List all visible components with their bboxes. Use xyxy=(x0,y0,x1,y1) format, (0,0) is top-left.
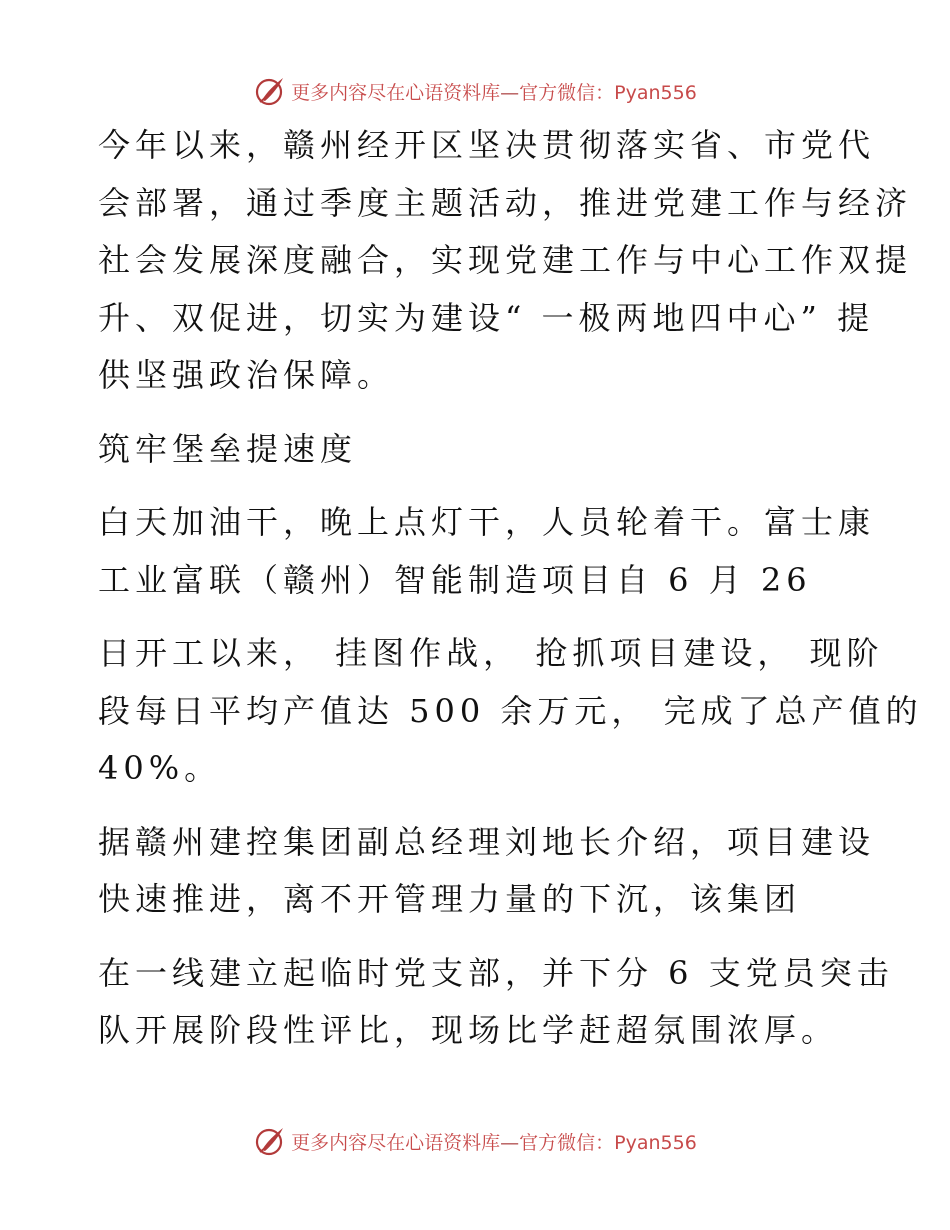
text-line: 会部署，通过季度主题活动，推进党建工作与经济 xyxy=(98,183,913,222)
text-line: 筑牢堡垒提速度 xyxy=(98,429,358,468)
section-heading xyxy=(98,421,858,479)
text-line: 社会发展深度融合，实现党建工作与中心工作双提 xyxy=(98,241,913,279)
text-line: 日开工以来， 挂图作战， 抢抓项目建设， 现阶 xyxy=(98,634,884,672)
text-line: 队开展阶段性评比，现场比学赶超氛围浓厚。 xyxy=(98,1011,839,1049)
text-line: 快速推进，离不开管理力量的下沉，该集团 xyxy=(98,880,802,918)
footer-banner xyxy=(0,1121,950,1161)
document-body xyxy=(98,117,923,1060)
banner-text: 更多内容尽在心语资料库—官方微信：Pyan556 xyxy=(291,81,697,104)
text-line: 今年以来，赣州经开区坚决贯彻落实省、市党代 xyxy=(98,126,876,164)
paragraph xyxy=(98,494,876,609)
text-line: 供坚强政治保障。 xyxy=(98,356,395,394)
text-line: 据赣州建控集团副总经理刘地长介绍，项目建设 xyxy=(98,822,876,861)
paragraph xyxy=(98,625,923,798)
text-line: 工业富联（赣州）智能制造项目自 6 月 26 xyxy=(98,560,812,599)
text-line: 段每日平均产值达 500 余万元， 完成了总产值的 xyxy=(98,691,923,730)
paragraph xyxy=(98,814,876,929)
header-banner xyxy=(0,71,950,111)
paragraph xyxy=(98,945,894,1060)
text-line: 升、双促进，切实为建设“ 一极两地四中心” 提 xyxy=(98,298,875,337)
quill-seal-icon xyxy=(253,1124,287,1158)
text-line: 在一线建立起临时党支部，并下分 6 支党员突击 xyxy=(98,953,894,992)
quill-seal-icon xyxy=(253,74,287,108)
text-line: 40%。 xyxy=(98,749,222,787)
banner-text: 更多内容尽在心语资料库—官方微信：Pyan556 xyxy=(291,1131,697,1154)
paragraph xyxy=(98,117,913,405)
text-line: 白天加油干，晚上点灯干，人员轮着干。富士康 xyxy=(98,503,876,541)
